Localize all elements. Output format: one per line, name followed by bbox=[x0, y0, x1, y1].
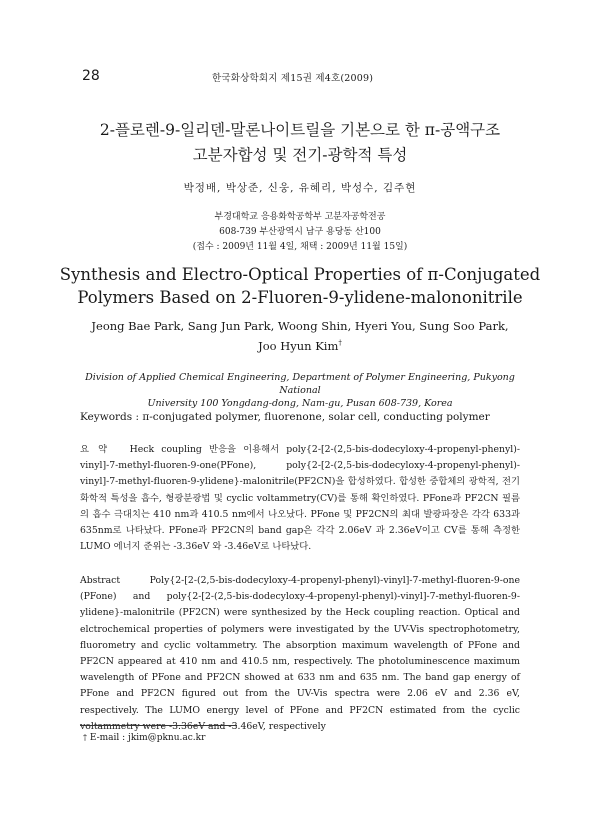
english-authors-line1: Jeong Bae Park, Sang Jun Park, Woong Shin, Hyeri You, Sung Soo Park, bbox=[91, 319, 509, 333]
keywords-label: Keywords : bbox=[80, 411, 143, 423]
english-authors-line2: Joo Hyun Kim bbox=[258, 338, 339, 353]
english-abstract-text: Poly{2-[2-(2,5-bis-dodecyloxy-4-propenyl-phenyl)-vinyl]-7-methyl-fluoren-9-one (PFone) and poly{2-[2-(2,5-bis-dodecyloxy-4-propenyl-phenyl)-vinyl]-7-methyl-fluoren-9-ylidene}-malonitrile (PF2CN) were synthesized by the Heck coupling reaction. Optical and elctrochemical properties of polymers were investigated by the UV-Vis spectrophotometry, fluorometry and cyclic voltammetry. The absorption maximum wavelength of PFone and PF2CN appeared at 410 nm and 410.5 nm, respectively. The photoluminescence maximum wavelength of PFone and PF2CN showed at 633 nm and 635 nm. The band gap energy of PFone and PF2CN figured out from the UV-Vis spectra were 2.06 eV and 2.36 eV, respectively. The LUMO energy level of PFone and PF2CN estimated from the cyclic voltammetry were -3.36eV and -3.46eV, respectively bbox=[80, 575, 520, 732]
english-abstract bbox=[80, 573, 520, 735]
english-authors bbox=[60, 318, 540, 355]
division-line2: University 100 Yongdang-dong, Nam-gu, Pusan 608-739, Korea bbox=[147, 398, 453, 409]
korean-authors: 박정배, 박상준, 신웅, 유혜리, 박성수, 김주현 bbox=[183, 182, 417, 194]
received-accepted-dates: (접수 : 2009년 11월 4일, 채택 : 2009년 11월 15일) bbox=[192, 242, 408, 252]
keywords-text: π-conjugated polymer, fluorenone, solar cell, conducting polymer bbox=[142, 411, 490, 423]
division-line1: Division of Applied Chemical Engineering, Department of Polymer Engineering, Pukyong National bbox=[85, 372, 515, 396]
keywords bbox=[80, 411, 520, 423]
footnote-divider bbox=[80, 725, 237, 726]
korean-abstract bbox=[80, 442, 520, 555]
page-number: 28 bbox=[82, 68, 100, 84]
korean-abstract-label: 요 약 bbox=[80, 444, 109, 455]
korean-title-line2: 고분자합성 및 전기-광학적 특성 bbox=[192, 146, 408, 164]
korean-address: 608-739 부산광역시 남구 용당동 산100 bbox=[219, 227, 381, 237]
footnote bbox=[83, 733, 205, 743]
english-title-line2: Polymers Based on 2-Fluoren-9-ylidene-malononitrile bbox=[77, 288, 523, 307]
english-abstract-label: Abstract bbox=[80, 575, 121, 586]
korean-abstract-text: Heck coupling 반응을 이용해서 poly{2-[2-(2,5-bis-dodecyloxy-4-propenyl-phenyl)-vinyl]-7-methyl-fluoren-9-one(PFone), poly{2-[2-(2,5-bis-dodecyloxy-4-propenyl-phenyl)-vinyl]-7-methyl-fluoren-9-ylidene}-malonitrile(PF2CN)을 합성하였다. 합성한 중합체의 광학적, 전기화학적 특성을 흡수, 형광분광법 및 cyclic voltammetry(CV)를 통해 확인하였다. PFone과 PF2CN 필름의 흡수 극대치는 410 nm과 410.5 nm에서 나오났다. PFone 및 PF2CN의 최대 발광파장은 각각 633과 635nm로 나타났다. PFone과 PF2CN의 band gap은 각각 2.06eV 과 2.36eV이고 CV를 통해 측정한 LUMO 에너지 준위는 -3.36eV 와 -3.46eV로 나타났다. bbox=[80, 444, 521, 553]
footnote-mark: † bbox=[83, 733, 87, 742]
english-title-line1: Synthesis and Electro-Optical Properties of π-Conjugated bbox=[59, 265, 541, 284]
corresponding-author-mark: † bbox=[338, 339, 342, 347]
korean-affiliation: 부경대학교 응용화학공학부 고분자공학전공 bbox=[214, 212, 386, 222]
footnote-email: E-mail : jkim@pknu.ac.kr bbox=[87, 733, 206, 743]
english-affiliation bbox=[80, 371, 520, 410]
korean-title-line1: 2-플로렌-9-일리덴-말론나이트릴을 기본으로 한 π-공액구조 bbox=[99, 121, 501, 139]
journal-header: 한국화상학회지 제15권 제4호(2009) bbox=[212, 73, 374, 84]
